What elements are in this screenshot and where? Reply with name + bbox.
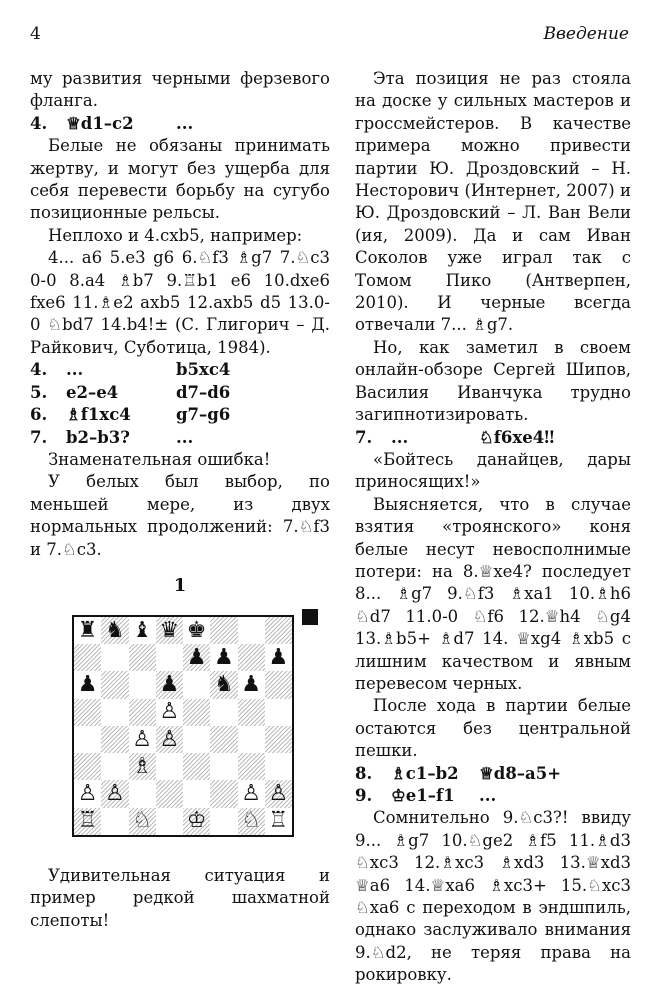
square-c7 xyxy=(129,644,156,671)
square-g1 xyxy=(238,808,265,835)
paragraph: Но, как заметил в своем онлайн-обзоре Сергей Шипов, Василия Иванчука трудно загипнотизировать. xyxy=(355,337,631,425)
chess-piece: ♙ xyxy=(105,781,125,807)
paragraph: му развития черными ферзевого фланга. xyxy=(30,69,330,111)
move-line-7 xyxy=(355,427,631,449)
square-h4 xyxy=(265,726,292,753)
right-column xyxy=(355,68,631,987)
move-number: 7. xyxy=(355,427,373,447)
square-h6 xyxy=(265,671,292,698)
move-number: 8. xyxy=(355,763,373,783)
chess-piece: ♝ xyxy=(132,617,152,643)
move-line xyxy=(355,763,631,785)
square-e1 xyxy=(183,808,210,835)
black-move: ... xyxy=(176,427,194,447)
square-g6 xyxy=(238,671,265,698)
move-line xyxy=(30,382,330,404)
square-a8 xyxy=(74,617,101,644)
square-d2 xyxy=(156,780,183,807)
black-move: ♕d8–a5+ xyxy=(479,763,562,783)
chess-piece: ♘ xyxy=(241,808,261,834)
page-header xyxy=(30,24,629,48)
black-move: g7–g6 xyxy=(176,405,231,425)
paragraph: Эта позиция не раз стояла на доске у сильных мастеров и гроссмейстеров. В качестве примера можно привести партии Ю. Дроздовский – Н. Несторович (Интернет, 2007) и Ю. Дроздовский – Л. Ван Вели (ия, 2009). Да и сам Иван Соколов уже играл так с Томом Пико (Антверпен, 2010). И черные всегда отвечали 7... ♗g7. xyxy=(355,69,631,335)
white-move: ♔e1–f1 xyxy=(391,786,455,805)
square-e7 xyxy=(183,644,210,671)
square-d4 xyxy=(156,726,183,753)
black-move: ... xyxy=(479,786,497,805)
move-line xyxy=(355,785,631,807)
square-g4 xyxy=(238,726,265,753)
chess-piece: ♙ xyxy=(77,781,98,807)
square-f5 xyxy=(210,699,237,726)
square-h2 xyxy=(265,780,292,807)
square-a6 xyxy=(74,671,101,698)
square-h7 xyxy=(265,644,292,671)
chess-piece: ♘ xyxy=(132,808,152,834)
square-a1 xyxy=(74,808,101,835)
square-b7 xyxy=(101,644,128,671)
square-g2 xyxy=(238,780,265,807)
section-title: Введение xyxy=(543,24,629,44)
square-g3 xyxy=(238,753,265,780)
move-line-4 xyxy=(30,113,330,135)
black-move: b5xc4 xyxy=(176,360,231,380)
square-d6 xyxy=(156,671,183,698)
square-f3 xyxy=(210,753,237,780)
black-move: ♘f6xe4‼ xyxy=(479,427,555,447)
square-b6 xyxy=(101,671,128,698)
square-d3 xyxy=(156,753,183,780)
white-move: ♕d1–c2 xyxy=(66,113,134,133)
chess-piece: ♜ xyxy=(77,617,98,643)
square-h8 xyxy=(265,617,292,644)
move-line xyxy=(30,359,330,381)
square-f4 xyxy=(210,726,237,753)
paragraph: Знаменательная ошибка! xyxy=(48,449,271,469)
move-number: 9. xyxy=(355,786,373,805)
square-e5 xyxy=(183,699,210,726)
paragraph: Выясняется, что в случае взятия «троянского» коня белые несут невосполнимые потери: на 8.♕xe4? последует 8... ♗g7 9.♘f3 ♗xa1 10.♗h6 ♘d7 11.0-0 ♘f6 12.♕h4 ♘g4 13.♗b5+ ♗d7 14. ♕xg4 ♗xb5 с лишним качеством и явным перевесом черных. xyxy=(355,494,631,693)
chess-piece: ♚ xyxy=(186,617,207,643)
square-e4 xyxy=(183,726,210,753)
square-g5 xyxy=(238,699,265,726)
black-to-move-marker xyxy=(302,609,318,625)
chess-piece: ♙ xyxy=(241,781,261,807)
square-c5 xyxy=(129,699,156,726)
square-g7 xyxy=(238,644,265,671)
move-number: 4. xyxy=(30,360,48,380)
square-b8 xyxy=(101,617,128,644)
chess-board xyxy=(72,615,294,837)
square-h5 xyxy=(265,699,292,726)
chess-piece: ♙ xyxy=(159,699,180,725)
paragraph: Неплохо и 4.cxb5, например: xyxy=(48,225,303,245)
square-d5 xyxy=(156,699,183,726)
move-number: 6. xyxy=(30,405,48,425)
paragraph: Сомнительно 9.♘c3?! ввиду 9... ♗g7 10.♘ge2 ♗f5 11.♗d3 ♘xc3 12.♗xc3 ♗xd3 13.♕xd3 ♕a6 14.♕xa6 ♗xc3+ 15.♘xc3 ♘xa6 с переходом в эндшпиль, однако заслуживало внимания 9.♘d2, не теряя права на рокировку. xyxy=(355,808,631,985)
square-b2 xyxy=(101,780,128,807)
square-h1 xyxy=(265,808,292,835)
square-f7 xyxy=(210,644,237,671)
square-c2 xyxy=(129,780,156,807)
square-d8 xyxy=(156,617,183,644)
white-move: ... xyxy=(391,427,409,447)
move-line xyxy=(30,404,330,426)
square-a4 xyxy=(74,726,101,753)
chess-piece: ♟ xyxy=(77,672,98,698)
square-b5 xyxy=(101,699,128,726)
square-c1 xyxy=(129,808,156,835)
chess-piece: ♙ xyxy=(268,781,289,807)
square-a3 xyxy=(74,753,101,780)
square-c4 xyxy=(129,726,156,753)
chess-piece: ♞ xyxy=(105,617,125,643)
chess-piece: ♟ xyxy=(268,644,289,670)
paragraph: «Бойтесь данайцев, дары приносящих!» xyxy=(355,449,631,492)
square-a7 xyxy=(74,644,101,671)
chess-piece: ♟ xyxy=(214,644,234,670)
square-d7 xyxy=(156,644,183,671)
white-move: b2–b3? xyxy=(66,427,130,447)
square-e3 xyxy=(183,753,210,780)
paragraph: После хода в партии белые остаются без центральной пешки. xyxy=(355,696,631,761)
square-g8 xyxy=(238,617,265,644)
white-move: ♗f1xc4 xyxy=(66,405,131,425)
black-move: d7–d6 xyxy=(176,382,231,402)
square-b3 xyxy=(101,753,128,780)
square-e2 xyxy=(183,780,210,807)
chess-piece: ♖ xyxy=(268,808,289,834)
square-b4 xyxy=(101,726,128,753)
move-number: 4. xyxy=(30,113,48,133)
chess-piece: ♛ xyxy=(159,617,180,643)
chess-piece: ♙ xyxy=(159,726,180,752)
chess-piece: ♞ xyxy=(214,672,234,698)
chess-piece: ♔ xyxy=(186,808,207,834)
paragraph: Белые не обязаны принимать жертву, и могут без ущерба для себя перевести борьбу на сугубо позиционные рельсы. xyxy=(30,136,330,223)
move-number: 7. xyxy=(30,427,48,447)
chess-piece: ♟ xyxy=(159,672,180,698)
square-f1 xyxy=(210,808,237,835)
chess-piece: ♟ xyxy=(241,672,261,698)
square-h3 xyxy=(265,753,292,780)
square-d1 xyxy=(156,808,183,835)
white-move: ... xyxy=(66,360,84,380)
square-c8 xyxy=(129,617,156,644)
left-column xyxy=(30,68,330,932)
chess-diagram xyxy=(30,575,330,865)
chess-piece: ♗ xyxy=(132,753,152,779)
chess-piece: ♟ xyxy=(186,644,207,670)
chess-piece: ♖ xyxy=(77,808,98,834)
paragraph: У белых был выбор, по меньшей мере, из двух нормальных продолжений: 7.♘f3 и 7.♘c3. xyxy=(30,472,330,559)
diagram-number: 1 xyxy=(173,574,187,596)
diagram-caption: Удивительная ситуация и пример редкой шахматной слепоты! xyxy=(30,865,330,930)
square-f8 xyxy=(210,617,237,644)
square-a5 xyxy=(74,699,101,726)
white-move: e2–e4 xyxy=(66,382,119,402)
square-b1 xyxy=(101,808,128,835)
square-e6 xyxy=(183,671,210,698)
move-line xyxy=(30,427,330,449)
square-f6 xyxy=(210,671,237,698)
square-f2 xyxy=(210,780,237,807)
move-number: 5. xyxy=(30,382,48,402)
page-number: 4 xyxy=(30,24,41,44)
chess-piece: ♙ xyxy=(132,726,152,752)
white-move: ♗c1–b2 xyxy=(391,763,459,783)
square-a2 xyxy=(74,780,101,807)
notation-line: 4... a6 5.e3 g6 6.♘f3 ♗g7 7.♘c3 0-0 8.a4 ♗b7 9.♖b1 e6 10.dxe6 fxe6 11.♗e2 axb5 12.axb5 d5 13.0-0 ♘bd7 14.b4!± (С. Глигорич – Д. Райкович, Суботица, 1984). xyxy=(30,248,330,357)
square-c6 xyxy=(129,671,156,698)
square-c3 xyxy=(129,753,156,780)
black-move: ... xyxy=(176,113,194,133)
square-e8 xyxy=(183,617,210,644)
